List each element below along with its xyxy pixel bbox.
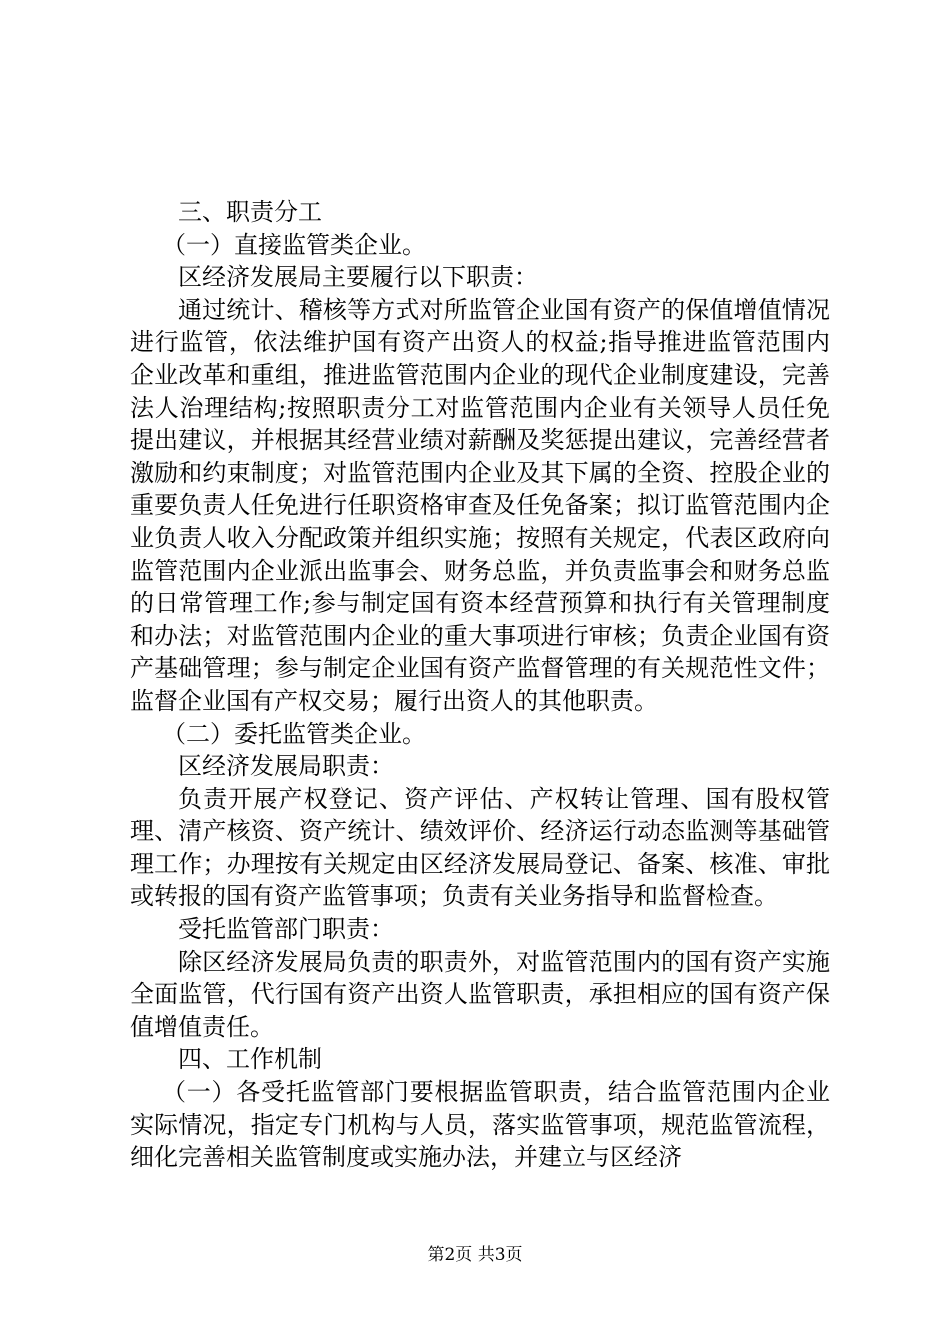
paragraph-bureau-basic-management: 负责开展产权登记、资产评估、产权转让管理、国有股权管理、清产核资、资产统计、绩效评价、经济运行动态监测等基础管理工作；办理按有关规定由区经济发展局登记、备案、核准、审批或转报的国有资产监管事项；负责有关业务指导和监督检查。: [130, 784, 830, 911]
document-body: [130, 196, 830, 1174]
paragraph-bureau-duties-label: 区经济发展局职责：: [178, 752, 394, 781]
paragraph-entrusted-department-label: 受托监管部门职责：: [178, 915, 394, 944]
subsection-heading-entrusted-supervision: （二）委托监管类企业。: [162, 719, 426, 748]
paragraph-mechanism-item-1: （一）各受托监管部门要根据监管职责，结合监管范围内企业实际情况，指定专门机构与人员，落实监管事项，规范监管流程，细化完善相关监管制度或实施办法，并建立与区经济: [130, 1078, 830, 1172]
paragraph-bureau-duties-detail: 通过统计、稽核等方式对所监管企业国有资产的保值增值情况进行监管，依法维护国有资产出资人的权益;指导推进监管范围内企业改革和重组，推进监管范围内企业的现代企业制度建设，完善法人治理结构;按照职责分工对监管范围内企业有关领导人员任免提出建议，并根据其经营业绩对薪酬及奖惩提出建议，完善经营者激励和约束制度；对监管范围内企业及其下属的全资、控股企业的重要负责人任免进行任职资格审查及任免备案；拟订监管范围内企业负责人收入分配政策并组织实施；按照有关规定，代表区政府向监管范围内企业派出监事会、财务总监，并负责监事会和财务总监的日常管理工作;参与制定国有资本经营预算和执行有关管理制度和办法；对监管范围内企业的重大事项进行审核；负责企业国有资产基础管理；参与制定企业国有资产监督管理的有关规范性文件；监督企业国有产权交易；履行出资人的其他职责。: [130, 295, 830, 715]
section-heading-working-mechanism: 四、工作机制: [178, 1045, 322, 1074]
page-number-footer: 第2页 共3页: [427, 1245, 523, 1265]
paragraph-entrusted-department-duties: 除区经济发展局负责的职责外，对监管范围内的国有资产实施全面监管，代行国有资产出资人监管职责，承担相应的国有资产保值增值责任。: [130, 947, 830, 1041]
subsection-heading-direct-supervision: （一）直接监管类企业。: [162, 230, 426, 259]
section-heading-duty-division: 三、职责分工: [178, 198, 322, 226]
paragraph-bureau-duties-intro: 区经济发展局主要履行以下职责：: [178, 263, 538, 292]
